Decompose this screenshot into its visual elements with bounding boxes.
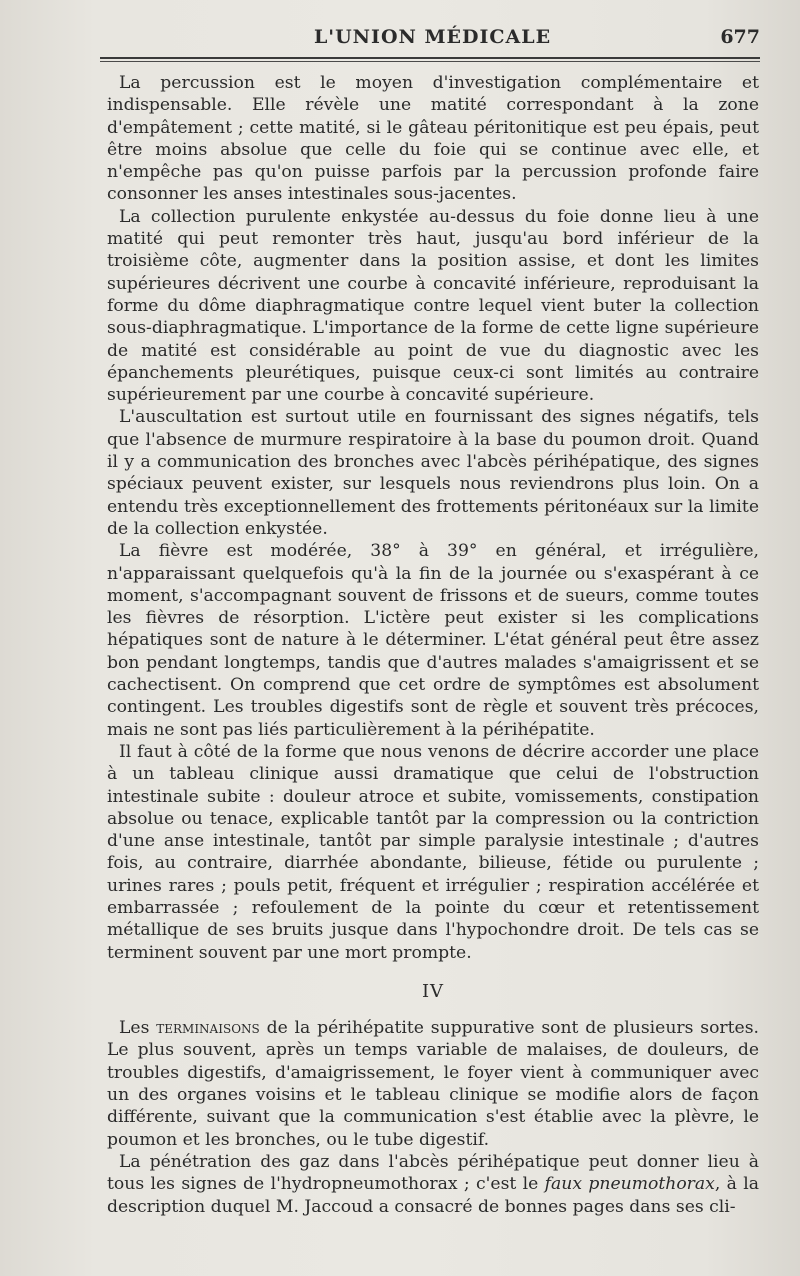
paragraph-penetration: [107, 1151, 759, 1218]
paragraph-obstruction: Il faut à côté de la forme que nous venons de décrire accorder une place à un tableau clinique aussi dramatique que celui de l'obstruction intestinale subite : douleur atroce et subite, vomissements, constipation absolue ou tenace, explicable tantôt par la compression ou la contriction d'une anse intestinale, tantôt par simple paralysie intestinale ; d'autres fois, au contraire, diarrhée abondante, bilieuse, fétide ou purulente ; urines rares ; pouls petit, fréquent et irrégulier ; respiration accélérée et embarrassée ; refoulement de la pointe du cœur et retentissement métallique de ses bruits jusque dans l'hypochondre droit. De tels cas se terminent souvent par une mort prompte.: [107, 741, 759, 963]
page-number: 677: [720, 26, 760, 48]
running-head: [105, 24, 760, 54]
paragraph-terminaisons: [107, 1017, 759, 1151]
paragraph-collection: La collection purulente enkystée au-dessus du foie donne lieu à une matité qui peut remonter très haut, jusqu'au bord inférieur de la troisième côte, augmenter dans la position assise, et dont les limites supérieures décrivent une courbe à concavité inférieure, reproduisant la forme du dôme diaphragmatique contre lequel vient buter la collection sous-diaphragmatique. L'importance de la forme de cette ligne supérieure de matité est considérable au point de vue du diagnostic avec les épanchements pleurétiques, puisque ceux-ci sont limités au contraire supérieurement par une courbe à concavité supérieure.: [107, 206, 759, 406]
header-rule: [100, 57, 760, 61]
terminaisons-rest: de la périhépatite suppurative sont de plusieurs sortes. Le plus souvent, après un temps variable de malaises, de douleurs, de troubles digestifs, d'amaigrissement, le foyer vient à communiquer avec un des organes voisins et le tableau clinique se modifie alors de façon différente, suivant que la communication s'est établie avec la plèvre, le poumon et les bronches, ou le tube digestif.: [107, 1018, 759, 1150]
terminaisons-keyword: terminaisons: [156, 1018, 260, 1039]
terminaisons-lead: Les: [119, 1018, 157, 1039]
paragraph-percussion: La percussion est le moyen d'investigation complémentaire et indispensable. Elle révèle une matité correspondant à la zone d'empâtement ; cette matité, si le gâteau péritonitique est peu épais, peut être moins absolue que celle du foie qui se continue avec elle, et n'empêche pas qu'on puisse parfois par la percussion profonde faire consonner les anses intestinales sous-jacentes.: [107, 73, 759, 205]
body-text: [107, 72, 759, 1218]
journal-title: L'UNION MÉDICALE: [313, 26, 552, 48]
penetration-lead: La pénétration des gaz dans l'abcès périhépatique peut donner lieu à tous les signes de l'hydropneumothorax ; c'est le: [107, 1151, 759, 1195]
penetration-rest: , à la description duquel M. Jaccoud a consacré de bonnes pages dans ses cli-: [107, 1174, 759, 1217]
paragraph-auscultation: L'auscultation est surtout utile en fournissant des signes négatifs, tels que l'absence de murmure respiratoire à la base du poumon droit. Quand il y a communication des bronches avec l'abcès périhépatique, des signes spéciaux peuvent exister, sur lesquels nous reviendrons plus loin. On a entendu très exceptionnellement des frottements péritonéaux sur la limite de la collection enkystée.: [107, 407, 759, 539]
section-heading: IV: [421, 980, 445, 1002]
faux-pneumothorax-term: faux pneumothorax: [544, 1174, 715, 1195]
paragraph-fievre: La fièvre est modérée, 38° à 39° en général, et irrégulière, n'apparaissant quelquefois qu'à la fin de la journée ou s'exaspérant à ce moment, s'accompagnant souvent de frissons et de sueurs, comme toutes les fièvres de résorption. L'ictère peut exister si les complications hépatiques sont de nature à le déterminer. L'état général peut être assez bon pendant longtemps, tandis que d'autres malades s'amaigrissent et se cachectisent. On comprend que cet ordre de symptômes est absolument contingent. Les troubles digestifs sont de règle et souvent très précoces, mais ne sont pas liés particulièrement à la périhépatite.: [107, 541, 759, 740]
